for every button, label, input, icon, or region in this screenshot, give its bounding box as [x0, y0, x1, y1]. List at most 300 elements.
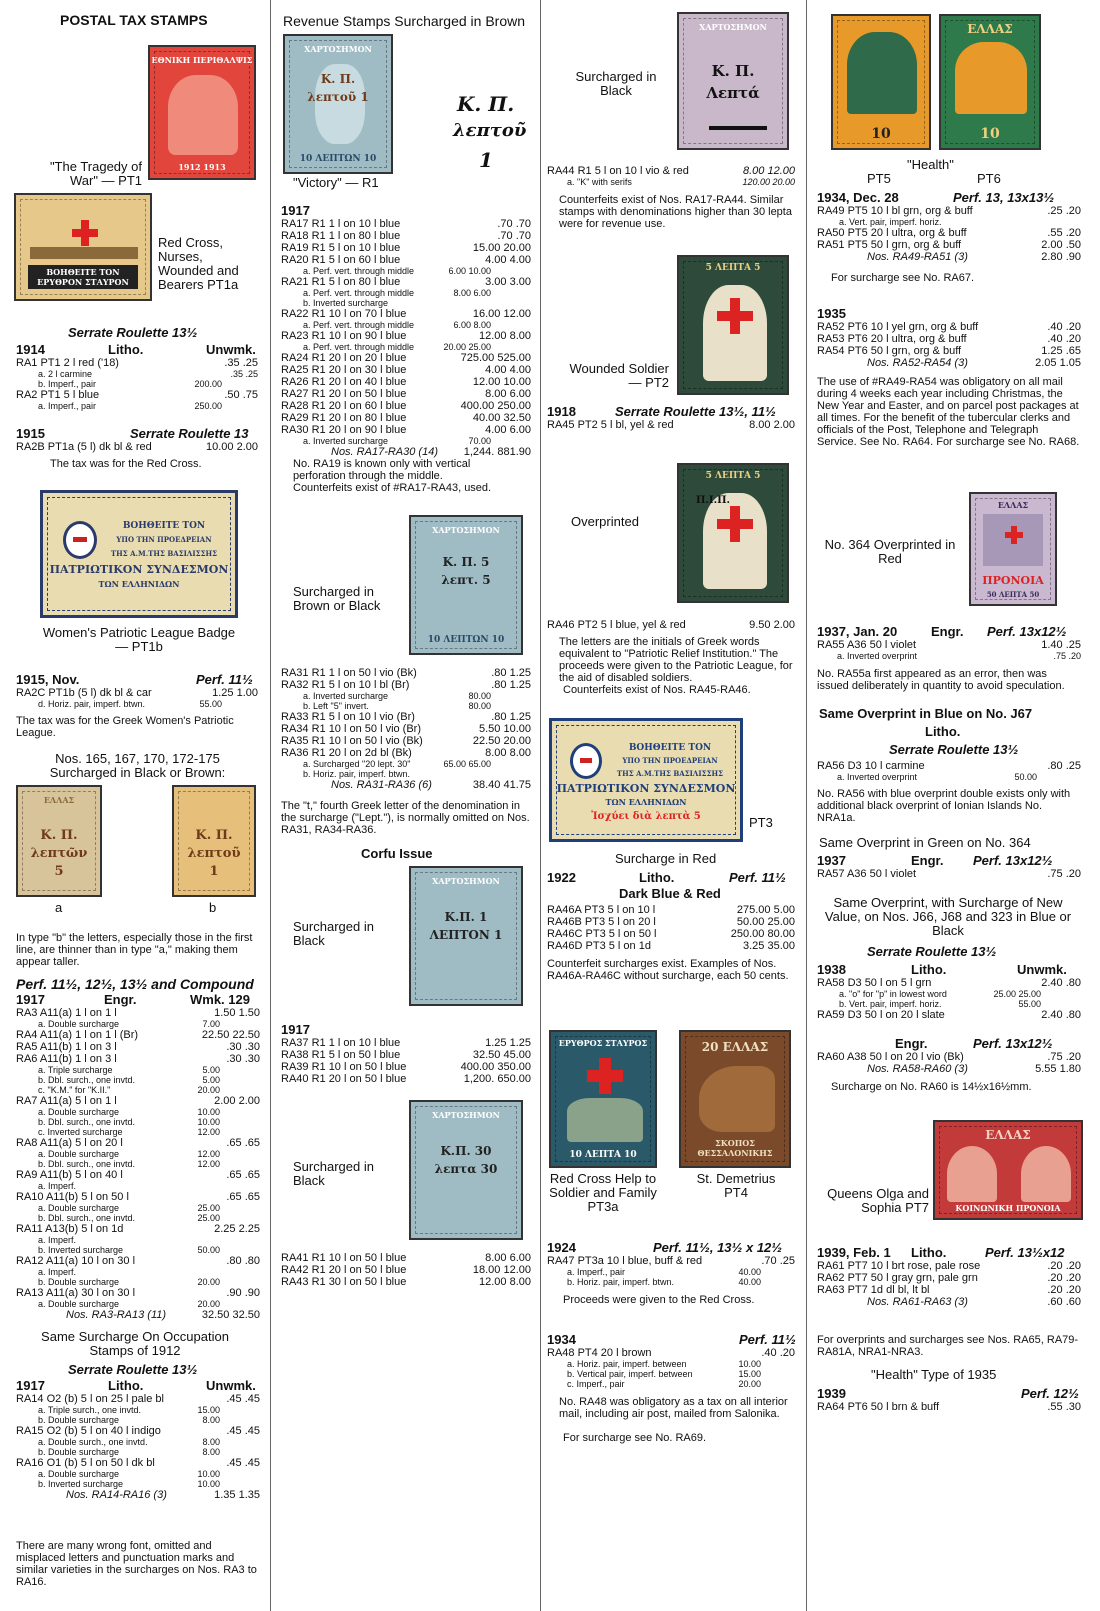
heading-same-occupation: Same Surcharge On Occupation Stamps of 1912 [41, 1329, 229, 1358]
listing-row [281, 723, 531, 735]
listing-values: 725.00 525.00 [460, 352, 531, 364]
listing-text: Nos. RA3-RA13 (11) [66, 1309, 167, 1321]
stamp-pip-image [677, 463, 789, 603]
row-ra44-values: 8.00 12.00 [743, 165, 795, 177]
listing-total-row [281, 446, 531, 458]
listing-values: .80 1.25 [491, 711, 531, 723]
listing-text: RA51 PT5 50 l grn, org & buff [817, 239, 962, 251]
listing-total-row [817, 1063, 1081, 1075]
listing-row [16, 1041, 260, 1053]
listing-values: 22.50 22.50 [201, 1029, 260, 1041]
listing-row [16, 1425, 260, 1437]
row-ra57: RA57 A36 50 l violet [817, 868, 917, 880]
listing-values: 20.00 25.00 [443, 342, 491, 352]
listing-text: RA18 R1 1 l on 80 l blue [281, 230, 401, 242]
listing-values: 25.00 [197, 1213, 220, 1223]
listing-text: RA37 R1 1 l on 10 l blue [281, 1037, 401, 1049]
listing-text: c. "K.M." for "K.II." [38, 1085, 111, 1095]
note-counterfeits-ra17-44: Counterfeits exist of Nos. RA17-RA44. Similar stamps with denominations higher than 30 lepta were for revenue use. [559, 194, 792, 230]
listing-text: a. Double surcharge [38, 1149, 120, 1159]
listing-variety-row [16, 1149, 260, 1159]
listing-values: 3.00 3.00 [485, 276, 531, 288]
listing-row [817, 321, 1081, 333]
row-ra2-values: .50 .75 [224, 389, 258, 401]
stamp-pt1a-scene [30, 247, 138, 259]
row-ra47b-values: 40.00 [738, 1277, 761, 1287]
note-counterfeits-ra45: Counterfeits exist of Nos. RA45-RA46. [563, 684, 751, 696]
listing-variety-row [16, 1235, 260, 1245]
listing-text: Nos. RA52-RA54 (3) [867, 357, 968, 369]
stamp-pt1b-image [40, 490, 238, 618]
listing-values: .80 .80 [226, 1255, 260, 1267]
listing-variety-row [281, 266, 531, 276]
heading-perf-11: Perf. 11½ [196, 672, 253, 687]
row-ra2: RA2 PT1 5 l blue [16, 389, 100, 401]
listing-values: 400.00 250.00 [460, 400, 531, 412]
row-ra56a: a. Inverted overprint [837, 772, 918, 782]
listing-row [16, 1287, 260, 1299]
heading-1918: 1918 [547, 404, 576, 419]
heading-serrate-2: Serrate Roulette 13½ [867, 944, 997, 959]
caption-pt1a: Red Cross, Nurses, Wounded and Bearers PT1a [158, 235, 239, 292]
stamp-364-bottom: 50 ΛΕΠΤΑ 50 [986, 590, 1040, 599]
stamp-victory-bottom: 10 ΛΕΠΤΩΝ 10 [299, 154, 377, 164]
row-ra48-values: .40 .20 [761, 1347, 795, 1359]
heading-serrate: Serrate Roulette 13½ [889, 742, 1019, 757]
listing-values: .40 .20 [1047, 333, 1081, 345]
listing-values: 15.00 20.00 [472, 242, 531, 254]
heading-same-green: Same Overprint in Green on No. 364 [819, 835, 1031, 850]
listing-variety-row [16, 1277, 260, 1287]
stamp-victory-top: ΧΑΡΤΟΣΗΜΟΝ [304, 44, 372, 54]
listing-text: RA52 PT6 10 l yel grn, org & buff [817, 321, 979, 333]
heading-perf-1937: Perf. 13x12½ [987, 624, 1067, 639]
heading-1917: 1917 [281, 203, 310, 218]
listing-values: 1.25 .65 [1041, 345, 1081, 357]
caption-surcharge-red: Surcharge in Red [615, 851, 717, 866]
listing-values: 1,244. 881.90 [463, 446, 531, 458]
listing-values: 10.00 [197, 1107, 220, 1117]
stamp-pt4-image [679, 1030, 791, 1168]
heading-perf-1938: Perf. 13x12½ [973, 1036, 1053, 1051]
stamp-1lepton-top: ΧΑΡΤΟΣΗΜΟΝ [432, 876, 500, 886]
listing-values: .30 .30 [226, 1041, 260, 1053]
listing-row [281, 388, 531, 400]
row-ra2c: RA2C PT1b (5 l) dk bl & car [16, 687, 152, 699]
listing-variety-row [281, 298, 531, 308]
listing-values: 7.00 [202, 1019, 220, 1029]
listing-text: RA10 A11(b) 5 l on 50 l [16, 1191, 129, 1203]
row-ra46-values: 9.50 2.00 [749, 619, 795, 631]
listing-variety-row [16, 1213, 260, 1223]
stamp-364-overprint: ΠΡΟΝΟΙΑ [982, 574, 1044, 587]
heading-litho: Litho. [639, 870, 675, 885]
listing-row [16, 1191, 260, 1203]
listing-values: 2.40 .80 [1041, 977, 1081, 989]
caption-black-1: Surcharged in Black [293, 919, 374, 948]
listing-text: a. Imperf. [38, 1267, 77, 1277]
listing-values: 8.00 8.00 [485, 747, 531, 759]
listing-values: 8.00 [202, 1437, 220, 1447]
heading-1924: 1924 [547, 1240, 576, 1255]
listing-row [817, 227, 1081, 239]
listing-text: b. Double surcharge [38, 1277, 120, 1287]
heading-corfu-issue: Corfu Issue [361, 846, 433, 861]
heading-dark-blue-red: Dark Blue & Red [619, 886, 721, 901]
heading-1939: 1939 [817, 1386, 846, 1401]
heading-litho-2: Litho. [911, 962, 947, 977]
stamp-pip-overprint: Π.Ι.Π. [695, 495, 730, 506]
stamp-30lepta-top: ΧΑΡΤΟΣΗΜΟΝ [432, 1110, 500, 1120]
listing-variety-row [16, 1065, 260, 1075]
listing-values: 50.00 25.00 [736, 916, 795, 928]
stamp-type-b-surcharge: Κ. Π. λεπτοῦ 1 [187, 828, 241, 879]
note-counterfeits: Counterfeits exist of #RA17-RA43, used. [293, 482, 492, 494]
listing-text: RA41 R1 10 l on 50 l blue [281, 1252, 407, 1264]
listing-variety-row [281, 701, 531, 711]
row-ra44: RA44 R1 5 l on 10 l vio & red [547, 165, 689, 177]
heading-litho-3: Litho. [911, 1245, 947, 1260]
listing-text: RA31 R1 1 l on 50 l vio (Bk) [281, 667, 417, 679]
stamp-pt1b-line5: ΤΩΝ ΕΛΛΗΝΙΔΩΝ [98, 579, 180, 589]
listing-text: a. Double surcharge [38, 1299, 120, 1309]
listing-row [281, 679, 531, 691]
listing-variety-row [281, 342, 531, 352]
stamp-pt1b-line4: ΠΑΤΡΙΩΤΙΚΟΝ ΣΥΝΔΕΣΜΟΝ [49, 563, 229, 576]
listing-values: 32.50 32.50 [201, 1309, 260, 1321]
listing-total-row [16, 1309, 260, 1321]
listing-values: 55.00 [1018, 999, 1041, 1009]
listing-total-row [817, 1296, 1081, 1308]
heading-revenue-stamps: Revenue Stamps Surcharged in Brown [283, 13, 526, 29]
listing-text: RA33 R1 5 l on 10 l vio (Br) [281, 711, 415, 723]
heading-engr: Engr. [104, 992, 137, 1007]
listing-variety-row [16, 1159, 260, 1169]
listing-text: RA14 O2 (b) 5 l on 25 l pale bl [16, 1393, 164, 1405]
note-letters-initials: The letters are the initials of Greek words equivalent to "Patriotic Relief Institution." The proceeds were given to the Patriotic League, for the aid of disabled soldiers. [559, 636, 793, 684]
listing-values: 20.00 [197, 1277, 220, 1287]
listing-values: 80.00 [468, 701, 491, 711]
listing-variety-row [16, 1075, 260, 1085]
listing-values: 6.00 10.00 [448, 266, 491, 276]
listing-values: .60 .60 [1047, 1296, 1081, 1308]
stamp-pt3-surcharge: Ἰσχύει διὰ λεπτὰ 5 [591, 811, 701, 822]
listing-text: a. Inverted surcharge [303, 436, 389, 446]
caption-pt1b: Women's Patriotic League Badge — PT1b [42, 625, 236, 654]
listing-row [547, 904, 795, 916]
listing-text: b. Double surcharge [38, 1415, 120, 1425]
row-ra1: RA1 PT1 2 l red ('18) [16, 357, 119, 369]
listing-row [817, 1260, 1081, 1272]
listing-row [817, 1009, 1081, 1021]
listing-values: .45 .45 [226, 1393, 260, 1405]
listing-row [281, 400, 531, 412]
listing-row [16, 1457, 260, 1469]
heading-wmk: Wmk. 129 [190, 992, 250, 1007]
listing-text: a. Double surcharge [38, 1019, 120, 1029]
listing-values: 12.00 [197, 1149, 220, 1159]
listing-text: RA36 R1 20 l on 2d bl (Bk) [281, 747, 412, 759]
listing-variety-row [817, 999, 1081, 1009]
listing-text: RA53 PT6 20 l ultra, org & buff [817, 333, 967, 345]
stamp-ra44-bar [709, 126, 767, 130]
listing-values: 250.00 80.00 [730, 928, 795, 940]
red-cross-icon-vertical [1011, 526, 1017, 544]
listing-text: RA40 R1 20 l on 50 l blue [281, 1073, 407, 1085]
row-ra46: RA46 PT2 5 l blue, yel & red [547, 619, 686, 631]
sample-surcharge-line3: 1 [479, 148, 493, 172]
stamp-pt4-bottom: ΣΚΟΠΟΣ ΘΕΣΣΑΛΟΝΙΚΗΣ [697, 1138, 773, 1158]
listing-text: RA15 O2 (b) 5 l on 40 l indigo [16, 1425, 161, 1437]
listing-variety-row [281, 288, 531, 298]
row-ra44a: a. "K" with serifs [567, 177, 632, 187]
listing-values: 12.00 8.00 [479, 1276, 531, 1288]
listing-values: 12.00 [197, 1127, 220, 1137]
listing-values: 12.00 10.00 [472, 376, 531, 388]
listing-values: 2.00 .50 [1041, 239, 1081, 251]
note-fourth-letter: The "t," fourth Greek letter of the denomination in the surcharge ("Lept."), is normally omitted on Nos. RA31, RA34-RA36. [281, 800, 530, 836]
listing-text: RA46A PT3 5 l on 10 l [547, 904, 656, 916]
page-title: POSTAL TAX STAMPS [60, 12, 208, 28]
listing-variety-row [281, 759, 531, 769]
heading-perf-compound: Perf. 11½, 12½, 13½ and Compound [16, 976, 254, 992]
heading-1939-feb: 1939, Feb. 1 [817, 1245, 891, 1260]
row-ra56a-values: 50.00 [1014, 772, 1037, 782]
row-ra1a-values: .35 .25 [230, 369, 258, 379]
listing-text: a. Double surch., one invtd. [38, 1437, 148, 1447]
listing-variety-row [16, 1299, 260, 1309]
listing-total-row [817, 251, 1081, 263]
row-ra47b: b. Horiz. pair, imperf. btwn. [567, 1277, 675, 1287]
stamp-pt1-image [148, 45, 256, 180]
listing-variety-row [16, 1107, 260, 1117]
caption-pt4: St. Demetrius PT4 [696, 1171, 776, 1200]
listing-text: Nos. RA31-RA36 (6) [331, 779, 432, 791]
heading-1915-nov: 1915, Nov. [16, 672, 80, 687]
listing-values: 5.00 [202, 1065, 220, 1075]
label-pt3: PT3 [749, 815, 773, 830]
stamp-pt2-top: 5 ΛΕΠΤΑ 5 [705, 263, 761, 273]
listing-values: 8.00 6.00 [453, 288, 491, 298]
stamp-ra44-surcharge: Κ. Π. Λεπτά [706, 62, 760, 102]
stamp-pt6-image [939, 14, 1041, 150]
stamp-pt2-image [677, 255, 789, 395]
stamp-pt3a-image [549, 1030, 657, 1168]
note-red-cross: The tax was for the Red Cross. [50, 458, 202, 470]
listing-values: 10.00 [197, 1479, 220, 1489]
listing-values: 1.25 1.25 [485, 1037, 531, 1049]
listing-text: RA42 R1 20 l on 50 l blue [281, 1264, 407, 1276]
listing-row [281, 424, 531, 436]
row-ra64: RA64 PT6 50 l brn & buff [817, 1401, 940, 1413]
heading-perf-12: Perf. 12½ [1021, 1386, 1079, 1401]
heading-litho: Litho. [925, 724, 961, 739]
caption-surcharged-black: Surcharged in Black [575, 69, 657, 98]
listing-values: .65 .65 [226, 1137, 260, 1149]
listing-text: RA38 R1 5 l on 50 l blue [281, 1049, 401, 1061]
row-ra1b-values: 200.00 [194, 379, 222, 389]
stamp-pt1-figure [168, 75, 238, 155]
listing-row [281, 1061, 531, 1073]
listing-values: 20.00 [197, 1299, 220, 1309]
heading-health-type: "Health" Type of 1935 [871, 1367, 997, 1382]
listing-text: a. Imperf. [38, 1235, 77, 1245]
listing-row [817, 239, 1081, 251]
row-ra47-values: .70 .25 [761, 1255, 795, 1267]
stamp-pt5-image [831, 14, 931, 150]
listing-variety-row [281, 436, 531, 446]
listing-row [16, 1393, 260, 1405]
listing-values: .20 .20 [1047, 1260, 1081, 1272]
column-1 [0, 0, 270, 1611]
heading-perf-1934: Perf. 11½ [739, 1332, 796, 1347]
note-ra48-obligatory: No. RA48 was obligatory as a tax on all interior mail, including air post, mailed from Salonika. [559, 1396, 788, 1420]
stamp-pt3-line3: ΤΗΣ Α.Μ.ΤΗΣ ΒΑΣΙΛΙΣΣΗΣ [616, 769, 724, 778]
listing-text: RA8 A11(a) 5 l on 20 l [16, 1137, 123, 1149]
row-ra48c: c. Imperf., pair [567, 1379, 625, 1389]
listing-row [547, 928, 795, 940]
row-ra1b: b. Imperf., pair [38, 379, 97, 389]
listing-values: 4.00 6.00 [485, 424, 531, 436]
listing-text: a. Inverted surcharge [303, 691, 389, 701]
heading-perf-1922: Perf. 11½ [729, 870, 786, 885]
listing-values: .55 .20 [1047, 227, 1081, 239]
listing-values: 6.00 8.00 [453, 320, 491, 330]
listing-values: 2.05 1.05 [1035, 357, 1081, 369]
listing-variety-row [16, 1479, 260, 1489]
listing-text: b. Dbl. surch., one invtd. [38, 1159, 136, 1169]
listing-values: 15.00 [197, 1405, 220, 1415]
stamp-30lepta-surcharge: Κ.Π. 30 λεπτα 30 [434, 1144, 498, 1176]
stamp-kp5-image [409, 515, 523, 655]
listing-row [16, 1053, 260, 1065]
listing-row [281, 1276, 531, 1288]
listing-values: .20 .20 [1047, 1284, 1081, 1296]
stamp-pt7-top: ΕΛΛΑΣ [985, 1128, 1031, 1142]
listing-values: 8.00 6.00 [485, 1252, 531, 1264]
stamp-364-image [969, 492, 1057, 606]
stamp-type-b-image [172, 785, 256, 897]
stamp-kp5-top: ΧΑΡΤΟΣΗΜΟΝ [432, 525, 500, 535]
heading-litho-2: Litho. [108, 1378, 144, 1393]
listing-values: 16.00 12.00 [472, 308, 531, 320]
listing-values: 1.35 1.35 [214, 1489, 260, 1501]
listing-text: RA23 R1 10 l on 90 l blue [281, 330, 407, 342]
listing-row [281, 352, 531, 364]
stamp-pt4-rider [699, 1066, 775, 1132]
row-ra47a-values: 40.00 [738, 1267, 761, 1277]
listing-text: Nos. RA58-RA60 (3) [867, 1063, 968, 1075]
label-type-a: a [55, 900, 63, 915]
listing-text: a. Perf. vert. through middle [303, 266, 415, 276]
stamp-pt3a-top: ΕΡΥΘΡΟΣ ΣΤΑΥΡΟΣ [558, 1038, 648, 1048]
listing-values: 25.00 [197, 1203, 220, 1213]
stamp-pt1a-text: ΒΟΗΘΕΙΤΕ ΤΟΝ ΕΡΥΘΡΟΝ ΣΤΑΥΡΟΝ [28, 265, 138, 289]
listing-total-row [16, 1489, 260, 1501]
listing-text: Nos. RA17-RA30 (14) [331, 446, 438, 458]
listing-row [817, 1272, 1081, 1284]
stamp-pt3-line5: ΤΩΝ ΕΛΛΗΝΙΔΩΝ [605, 797, 687, 807]
note-ra55a: No. RA55a first appeared as an error, then was issued deliberately in quantity to avoid speculation. [817, 668, 1065, 692]
heading-nos-surcharged: Nos. 165, 167, 170, 172-175 Surcharged in Black or Brown: [49, 751, 226, 780]
listing-values: 2.80 .90 [1041, 251, 1081, 263]
listing-text: a. Perf. vert. through middle [303, 320, 415, 330]
listing-text: RA60 A38 50 l on 20 l vio (Bk) [817, 1051, 964, 1063]
listing-values: 38.40 41.75 [472, 779, 531, 791]
row-ra56: RA56 D3 10 l carmine [817, 760, 925, 772]
listing-values: 2.00 2.00 [214, 1095, 260, 1107]
listing-text: RA24 R1 20 l on 20 l blue [281, 352, 407, 364]
listing-values: 25.00 25.00 [993, 989, 1041, 999]
listing-values: 12.00 8.00 [479, 330, 531, 342]
listing-values: 1,200. 650.00 [463, 1073, 531, 1085]
caption-r1: "Victory" — R1 [293, 175, 379, 190]
listing-text: RA27 R1 20 l on 50 l blue [281, 388, 407, 400]
red-cross-icon-vertical [730, 298, 740, 334]
listing-text: Nos. RA61-RA63 (3) [867, 1296, 968, 1308]
row-ra56-values: .80 .25 [1047, 760, 1081, 772]
listing-text: RA43 R1 30 l on 50 l blue [281, 1276, 407, 1288]
listing-text: a. Vert. pair, imperf. horiz. [839, 217, 942, 227]
heading-perf-1937b: Perf. 13x12½ [973, 853, 1053, 868]
listing-row [281, 1073, 531, 1085]
row-ra2cd: d. Horiz. pair, imperf. btwn. [38, 699, 146, 709]
listing-values: 3.25 35.00 [743, 940, 795, 952]
red-cross-icon-vertical [81, 220, 89, 246]
listing-variety-row [16, 1415, 260, 1425]
listing-values: 22.50 20.00 [472, 735, 531, 747]
caption-pt2: Wounded Soldier — PT2 [569, 361, 669, 390]
listing-text: a. Surcharged "20 lept. 30" [303, 759, 411, 769]
listing-row [16, 1137, 260, 1149]
listing-row [817, 205, 1081, 217]
listing-values: .80 1.25 [491, 667, 531, 679]
listing-values: 8.00 6.00 [485, 388, 531, 400]
stamp-pt3-image [549, 718, 743, 842]
row-ra48a: a. Horiz. pair, imperf. between [567, 1359, 687, 1369]
note-ra19: No. RA19 is known only with vertical perforation through the middle. [293, 458, 471, 482]
caption-pt3a: Red Cross Help to Soldier and Family PT3a [549, 1171, 657, 1214]
listing-text: RA50 PT5 20 l ultra, org & buff [817, 227, 967, 239]
listing-variety-row [16, 1437, 260, 1447]
listing-text: RA34 R1 10 l on 50 l vio (Br) [281, 723, 422, 735]
listing-text: a. Imperf. [38, 1181, 77, 1191]
listing-text: RA17 R1 1 l on 10 l blue [281, 218, 401, 230]
listing-variety-row [817, 989, 1081, 999]
heading-serrate-13: Serrate Roulette 13 [130, 426, 249, 441]
listing-variety-row [16, 1181, 260, 1191]
row-ra64-values: .55 .30 [1047, 1401, 1081, 1413]
listing-values: .30 .30 [226, 1053, 260, 1065]
listing-text: b. Dbl. surch., one invtd. [38, 1117, 136, 1127]
listing-row [16, 1029, 260, 1041]
listing-values: 4.00 4.00 [485, 254, 531, 266]
heading-engr: Engr. [931, 624, 964, 639]
listing-text: a. Perf. vert. through middle [303, 288, 415, 298]
stamp-pt1b-line2: ΥΠΟ ΤΗΝ ΠΡΟΕΔΡΕΙΑΝ [116, 535, 212, 544]
listing-row [281, 667, 531, 679]
red-cross-icon-vertical [730, 506, 740, 542]
heading-1917-b: 1917 [281, 1022, 310, 1037]
listing-text: RA58 D3 50 l on 5 l grn [817, 977, 932, 989]
heading-perf-1934: Perf. 13, 13x13½ [953, 190, 1055, 205]
listing-variety-row [16, 1117, 260, 1127]
sample-surcharge-line2: λεπτοῦ [453, 120, 527, 141]
stamp-pt1b-line3: ΤΗΣ Α.Μ.ΤΗΣ ΒΑΣΙΛΙΣΣΗΣ [110, 549, 218, 558]
listing-text: a. Perf. vert. through middle [303, 342, 415, 352]
listing-row [16, 1007, 260, 1019]
row-ra48c-values: 20.00 [738, 1379, 761, 1389]
